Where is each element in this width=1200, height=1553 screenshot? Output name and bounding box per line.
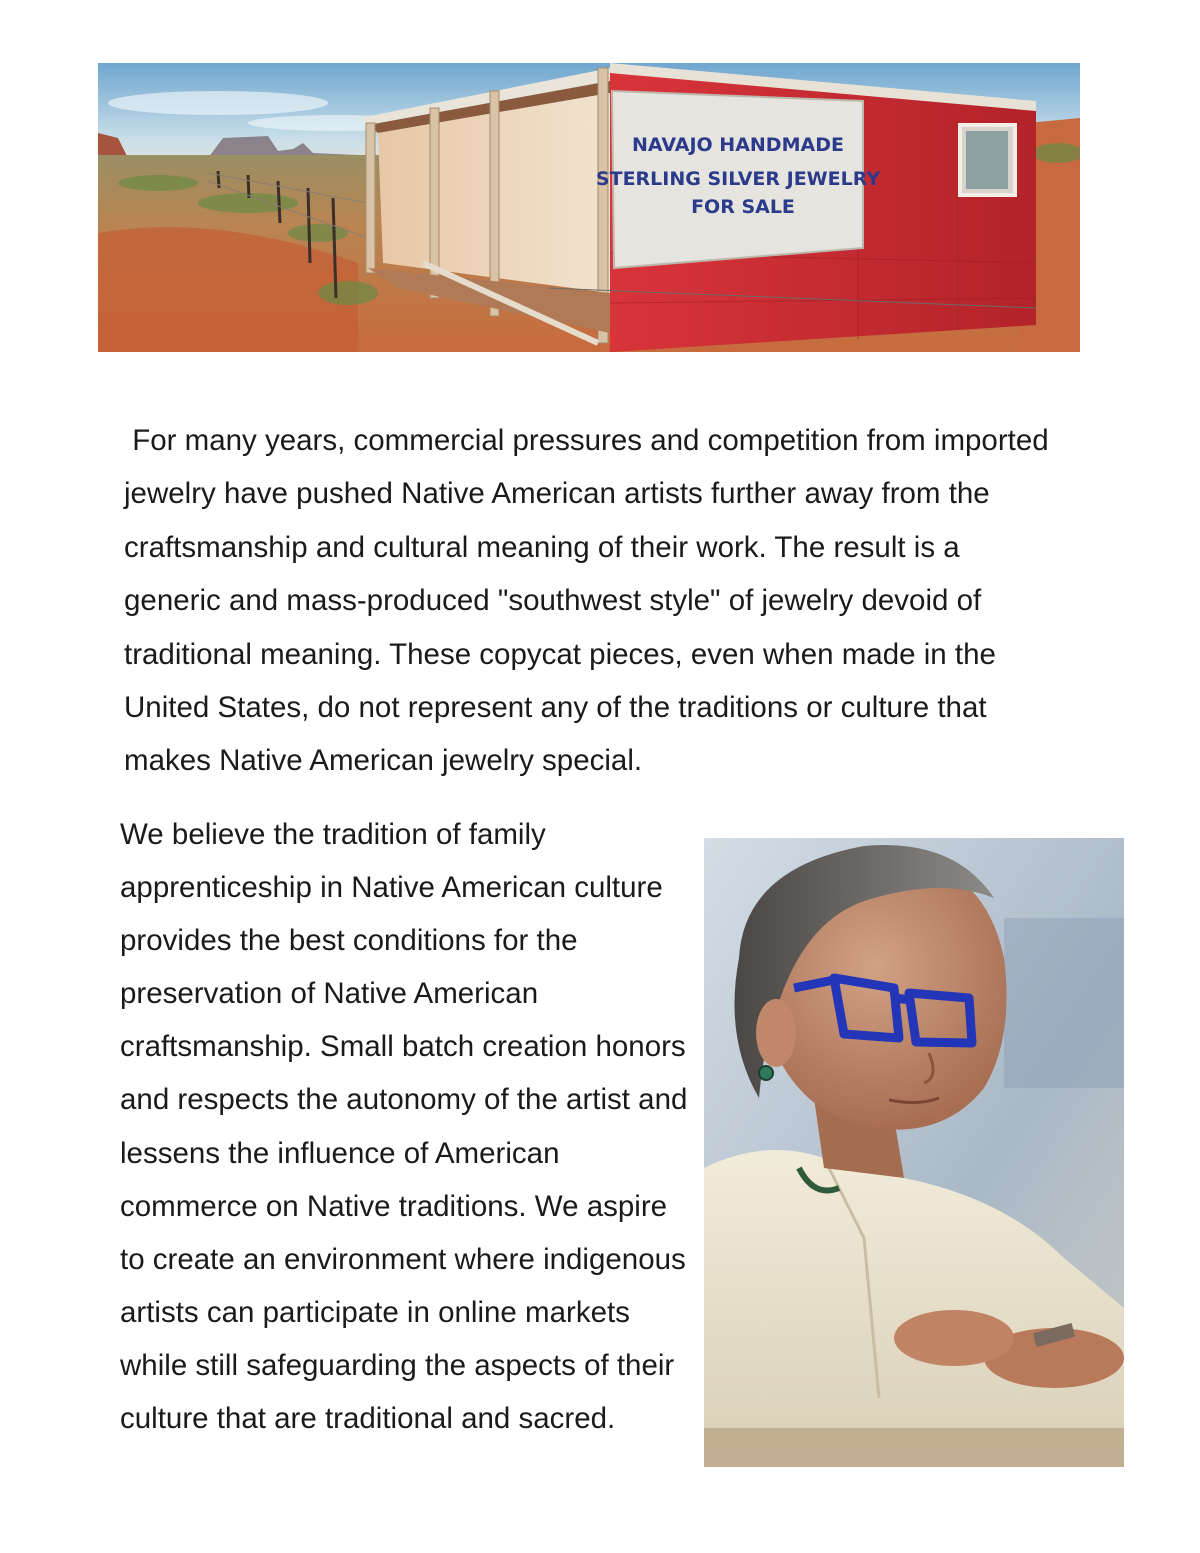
portrait-illustration [704,838,1124,1467]
banner-photo [98,63,1080,352]
artisan-portrait-photo [704,838,1124,1467]
sign-line-2: STERLING SILVER JEWELRY [595,168,881,190]
intro-paragraph: For many years, commercial pressures and competition from imported jewelry have pushed Native American artists further away from the craftsmanship and cultural meaning of their work. The result is a generic and mass-produced "southwest style" of jewelry devoid of traditional meaning. These copycat pieces, even when made in the United States, do not represent any of the traditions or culture that makes Native American jewelry special. [124,424,1057,778]
sign-line-1: NAVAJO HANDMADE [632,134,844,156]
banner-illustration [98,63,1080,352]
sign-line-3: FOR SALE [691,196,795,218]
belief-paragraph: We believe the tradition of family apprenticeship in Native American culture provides the best conditions for the preservation of Native American craftsmanship. Small batch creation honors and respects the autonomy of the artist and lessens the influence of American commerce on Native traditions. We aspire to create an environment where indigenous artists can participate in online markets while still safeguarding the aspects of their culture that are traditional and sacred. [120,818,688,1436]
